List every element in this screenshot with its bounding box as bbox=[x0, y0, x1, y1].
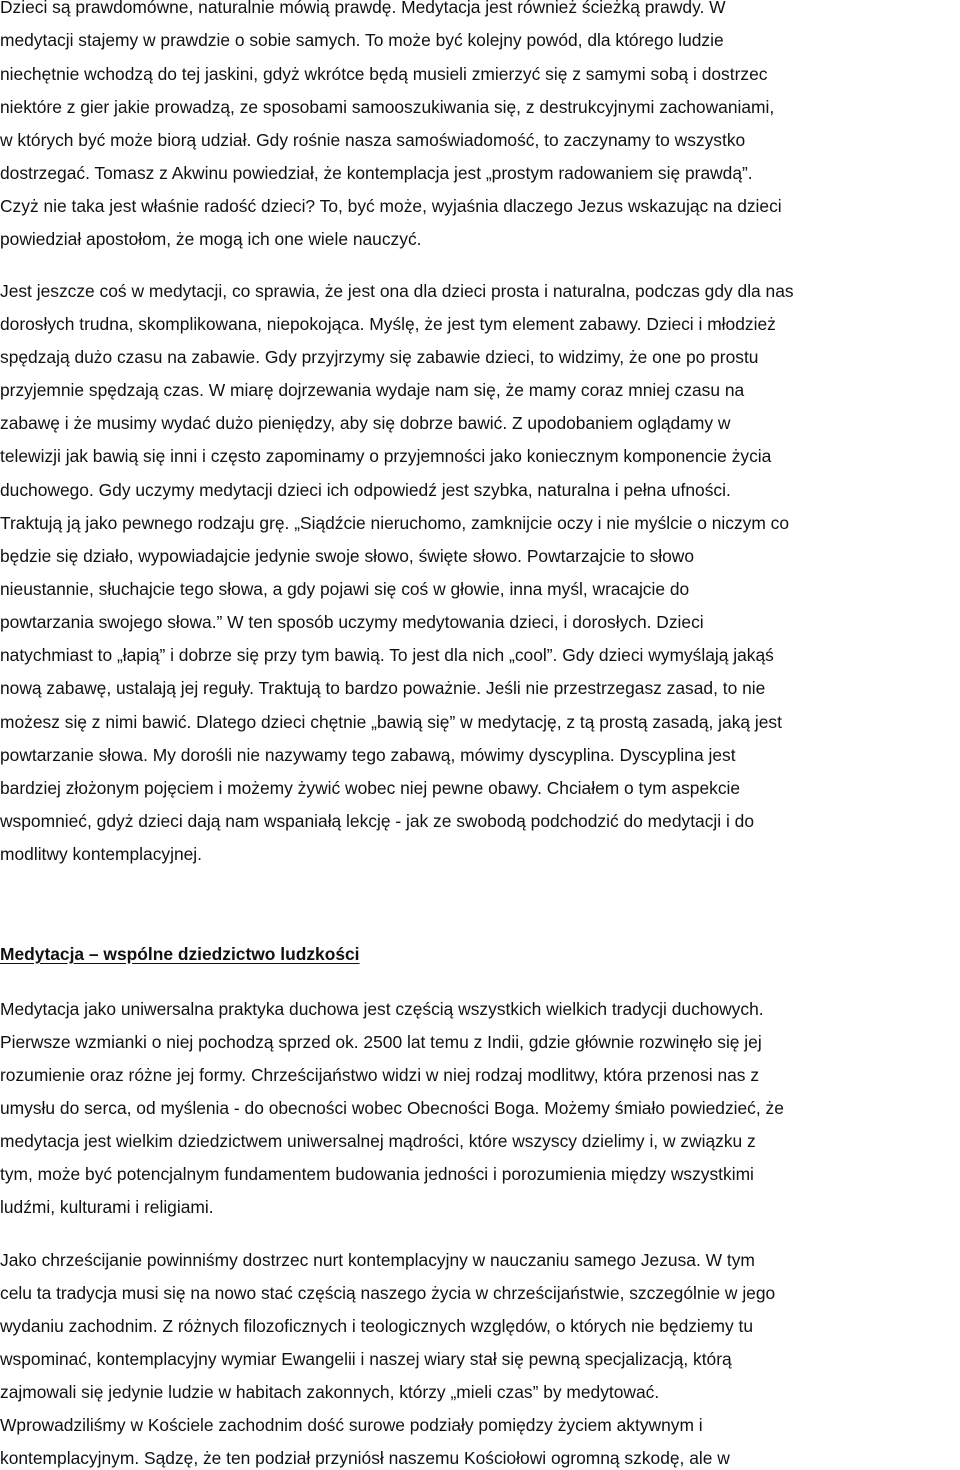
text-line: telewizji jak bawią się inni i często zapominamy o przyjemności jako koniecznym komponencie życia bbox=[0, 446, 772, 466]
text-line: zajmowali się jedynie ludzie w habitach zakonnych, którzy „mieli czas” by medytować. bbox=[0, 1382, 660, 1402]
text-line: dorosłych trudna, skomplikowana, niepokojąca. Myślę, że jest tym element zabawy. Dzieci i młodzież bbox=[0, 314, 776, 334]
text-line: tym, może być potencjalnym fundamentem budowania jedności i porozumienia między wszystkimi bbox=[0, 1164, 754, 1184]
text-line: duchowego. Gdy uczymy medytacji dzieci ich odpowiedź jest szybka, naturalna i pełna ufności. bbox=[0, 480, 731, 500]
text-line: natychmiast to „łapią” i dobrze się przy tym bawią. To jest dla nich „cool”. Gdy dzieci wymyślają jakąś bbox=[0, 645, 774, 665]
text-line: nową zabawę, ustalają jej reguły. Traktują to bardzo poważnie. Jeśli nie przestrzegasz zasad, to nie bbox=[0, 678, 766, 698]
text-line: przyjemnie spędzają czas. W miarę dojrzewania wydaje nam się, że mamy coraz mniej czasu na bbox=[0, 380, 745, 400]
text-line: umysłu do serca, od myślenia - do obecności wobec Obecności Boga. Możemy śmiało powiedzieć, że bbox=[0, 1098, 784, 1118]
text-line: będzie się działo, wypowiadajcie jedynie swoje słowo, święte słowo. Powtarzajcie to słowo bbox=[0, 546, 695, 566]
text-line: celu ta tradycja musi się na nowo stać częścią naszego życia w chrześcijaństwie, szczególnie w jego bbox=[0, 1283, 776, 1303]
text-line: wydaniu zachodnim. Z różnych filozoficznych i teologicznych względów, o których nie będziemy tu bbox=[0, 1316, 753, 1336]
text-line: powtarzanie słowa. My dorośli nie nazywamy tego zabawą, mówimy dyscyplina. Dyscyplina jest bbox=[0, 745, 736, 765]
text-line: powiedział apostołom, że mogą ich one wiele nauczyć. bbox=[0, 229, 422, 249]
text-line: zabawę i że musimy wydać dużo pieniędzy, aby się dobrze bawić. Z upodobaniem oglądamy w bbox=[0, 413, 731, 433]
text-line: niektóre z gier jakie prowadzą, ze sposobami samooszukiwania się, z destrukcyjnymi zachowaniami, bbox=[0, 97, 775, 117]
text-line: możesz się z nimi bawić. Dlatego dzieci chętnie „bawią się” w medytację, z tą prostą zasadą, jaką jest bbox=[0, 712, 782, 732]
text-line: nieustannie, słuchajcie tego słowa, a gdy pojawi się coś w głowie, inna myśl, wracajcie do bbox=[0, 579, 690, 599]
text-line: bardziej złożonym pojęciem i możemy żywić wobec niej pewne obawy. Chciałem o tym aspekcie bbox=[0, 778, 741, 798]
text-line: Pierwsze wzmianki o niej pochodzą sprzed ok. 2500 lat temu z Indii, gdzie głównie rozwinęło się jej bbox=[0, 1032, 762, 1052]
text-line: spędzają dużo czasu na zabawie. Gdy przyjrzymy się zabawie dzieci, to widzimy, że one po prostu bbox=[0, 347, 759, 367]
text-line: Traktują ją jako pewnego rodzaju grę. „Siądźcie nieruchomo, zamknijcie oczy i nie myślcie o niczym co bbox=[0, 513, 790, 533]
text-line: wspominać, kontemplacyjny wymiar Ewangelii i naszej wiary stał się pewną specjalizacją, którą bbox=[0, 1349, 732, 1369]
text-line: medytacja jest wielkim dziedzictwem uniwersalnej mądrości, które wszyscy dzielimy i, w związku z bbox=[0, 1131, 756, 1151]
text-line: ludźmi, kulturami i religiami. bbox=[0, 1197, 214, 1217]
text-line: kontemplacyjnym. Sądzę, że ten podział przyniósł naszemu Kościołowi ogromną szkodę, ale w bbox=[0, 1448, 730, 1468]
text-line: Medytacja jako uniwersalna praktyka duchowa jest częścią wszystkich wielkich tradycji duchowych. bbox=[0, 999, 764, 1019]
text-line: Wprowadziliśmy w Kościele zachodnim dość surowe podziały pomiędzy życiem aktywnym i bbox=[0, 1415, 703, 1435]
text-line: dostrzegać. Tomasz z Akwinu powiedział, że kontemplacja jest „prostym radowaniem się prawdą”. bbox=[0, 163, 753, 183]
text-line: w których być może biorą udział. Gdy rośnie nasza samoświadomość, to zaczynamy to wszystko bbox=[0, 130, 746, 150]
text-line: powtarzania swojego słowa.” W ten sposób uczymy medytowania dzieci, i dorosłych. Dzieci bbox=[0, 612, 704, 632]
text-line: rozumienie oraz różne jej formy. Chrześcijaństwo widzi w niej rodzaj modlitwy, która przenosi nas z bbox=[0, 1065, 760, 1085]
text-line: wspomnieć, gdyż dzieci dają nam wspaniałą lekcję - jak ze swobodą podchodzić do medytacji i do bbox=[0, 811, 754, 831]
text-line: Jako chrześcijanie powinniśmy dostrzec nurt kontemplacyjny w nauczaniu samego Jezusa. W tym bbox=[0, 1250, 755, 1270]
text-line: modlitwy kontemplacyjnej. bbox=[0, 844, 203, 864]
text-line: Dzieci są prawdomówne, naturalnie mówią prawdę. Medytacja jest również ścieżką prawdy. W bbox=[0, 0, 726, 17]
text-line: niechętnie wchodzą do tej jaskini, gdyż wkrótce będą musieli zmierzyć się z samymi sobą i dostrzec bbox=[0, 64, 768, 84]
section-heading: Medytacja – wspólne dziedzictwo ludzkości bbox=[0, 944, 360, 964]
text-line: Czyż nie taka jest właśnie radość dzieci? To, być może, wyjaśnia dlaczego Jezus wskazując na dzieci bbox=[0, 196, 782, 216]
text-line: medytacji stajemy w prawdzie o sobie samych. To może być kolejny powód, dla którego ludzie bbox=[0, 30, 724, 50]
text-line: Jest jeszcze coś w medytacji, co sprawia, że jest ona dla dzieci prosta i naturalna, podczas gdy dla nas bbox=[0, 281, 794, 301]
